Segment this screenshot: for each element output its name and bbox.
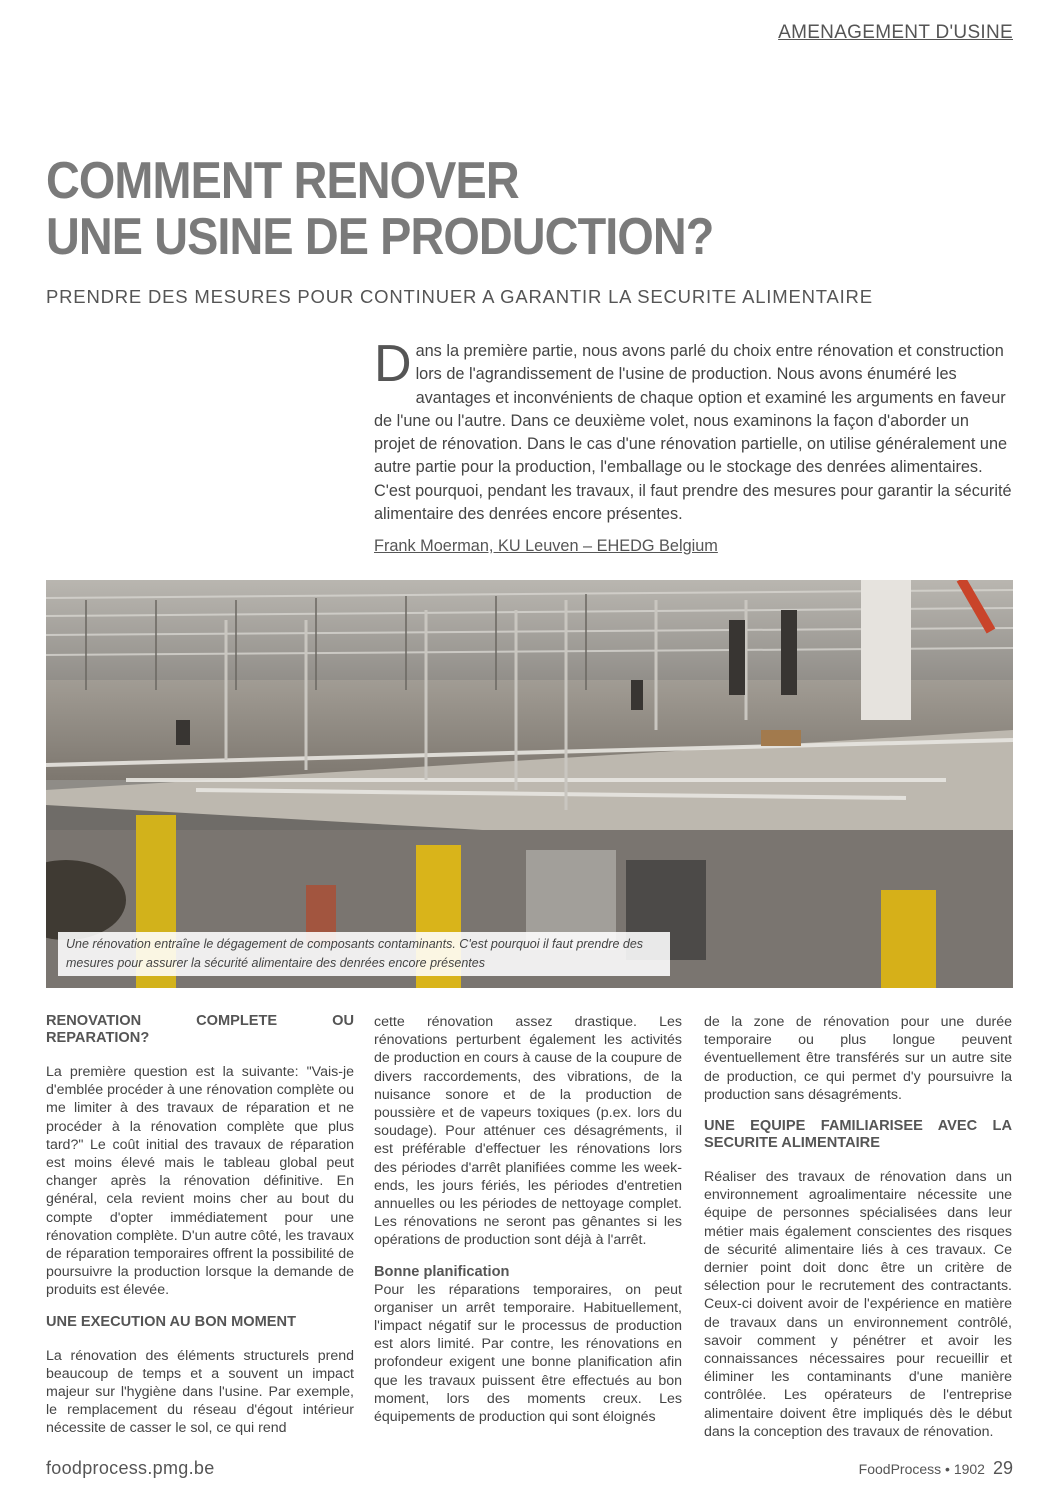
drop-cap: D [374, 335, 412, 393]
author-credit: Frank Moerman, KU Leuven – EHEDG Belgium [374, 537, 718, 555]
paragraph: La rénovation des éléments structurels prend beaucoup de temps et a souvent un impact majeur sur l'hygiène dans l'usine. Par exemple, le remplacement du réseau d'égout intérieur nécessite de casser le sol, ce qui rend [46, 1347, 354, 1437]
lead-text: ans la première partie, nous avons parlé du choix entre rénovation et construction lors de l'agrandissement de l'usine de production. Nous avons énuméré les avantages et inconvénients de chaque option et examiné les arguments en faveur de l'une ou l'autre. Dans ce deuxième volet, nous examinons la façon d'aborder un projet de rénovation. Dans le cas d'une rénovation partielle, on utilise généralement une autre partie pour la production, l'emballage ou le stockage des denrées alimentaires. C'est pourquoi, pendant les travaux, il faut prendre des mesures pour garantir la sécurité alimentaire des denrées encore présentes. [374, 342, 1012, 524]
title-line-1: COMMENT RENOVER [46, 152, 519, 210]
heading-renovation: RENOVATION COMPLETE OU REPARATION? [46, 1013, 354, 1046]
title-line-2: UNE USINE DE PRODUCTION? [46, 208, 714, 266]
lead-paragraph [374, 335, 1014, 526]
paragraph: Réaliser des travaux de rénovation dans un environnement agroalimentaire nécessite une équipe de personnes spécialisées dans leur métier mais également conscientes des risques de sécurité alimentaire liés à ces travaux. Ce dernier point doit donc être un critère de sélection pour le recrutement des contractants. Ceux-ci doivent avoir de l'expérience en matière de travaux dans un environnement contrôlé, savoir comment y pénétrer et avoir les connaissances nécessaires pour recueillir et éliminer les contaminants d'une manière contrôlée. Les opérateurs de l'entreprise alimentaire doivent être impliqués dès le début dans la conception des travaux de rénovation. [704, 1169, 1012, 1440]
column-2 [374, 1013, 682, 1440]
paragraph: La première question est la suivante: "Vais-je d'emblée procéder à une rénovation complète ou me limiter à des travaux de réparation et ne procéder à la rénovation complète que plus tard?" Le coût initial des travaux de réparation est moins élevé mais le tableau global peut changer après la rénovation définitive. En général, cela revient moins cher au bout du compte d'opter immédiatement pour une rénovation complète. D'un autre côté, les travaux de réparation temporaires offrent la possibilité de poursuivre la production lorsque la demande de produits est élevée. [46, 1064, 354, 1299]
footer-magazine: FoodProcess • 1902 [858, 1461, 985, 1477]
footer-website: foodprocess.pmg.be [46, 1458, 215, 1478]
paragraph: de la zone de rénovation pour une durée temporaire ou plus longue peuvent éventuellement être transférés sur un autre site de production, ce qui permet d'y poursuivre la production sans désagréments. [704, 1014, 1012, 1103]
heading-execution: UNE EXECUTION AU BON MOMENT [46, 1313, 296, 1330]
paragraph: Pour les réparations temporaires, on peut organiser un arrêt temporaire. Habituellement, l'impact négatif sur le processus de production est alors limité. Par contre, les rénovations en profondeur exigent une bonne planification afin que les travaux puissent être effectués au bon moment, lors des moments creux. Les équipements de production qui sont éloignés [374, 1281, 682, 1426]
column-1 [46, 1013, 354, 1452]
article-subtitle: PRENDRE DES MESURES POUR CONTINUER A GARANTIR LA SECURITE ALIMENTAIRE [46, 286, 873, 307]
page-number: 29 [992, 1458, 1013, 1478]
column-3 [704, 1013, 1012, 1455]
paragraph: cette rénovation assez drastique. Les rénovations perturbent également les activités de production en cours à cause de la coupure de divers raccordements, des vibrations, de la nuisance sonore et de la production de poussière et de vapeurs toxiques (p.ex. lors du soudage). Pour atténuer ces désagréments, il est préférable d'effectuer les rénovations lors des périodes d'arrêt planifiées comme les week-ends, les jours fériés, les périodes d'entretien annuelles ou les périodes de nettoyage complet. Les rénovations ne seront pas gênantes si les opérations de production sont déjà à l'arrêt. [374, 1014, 682, 1249]
photo-illustration [46, 580, 1013, 988]
photo-caption: Une rénovation entraîne le dégagement de composants contaminants. C'est pourquoi il faut prendre des mesures pour assurer la sécurité alimentaire des denrées encore présentes [58, 932, 670, 976]
footer-issue [859, 1458, 1013, 1479]
heading-equipe: UNE EQUIPE FAMILIARISEE AVEC LA SECURITE ALIMENTAIRE [704, 1118, 1012, 1152]
section-tag: AMENAGEMENT D'USINE [778, 22, 1013, 43]
construction-photo [46, 580, 1013, 988]
heading-planning: Bonne planification [374, 1263, 510, 1280]
article-title [46, 153, 946, 265]
